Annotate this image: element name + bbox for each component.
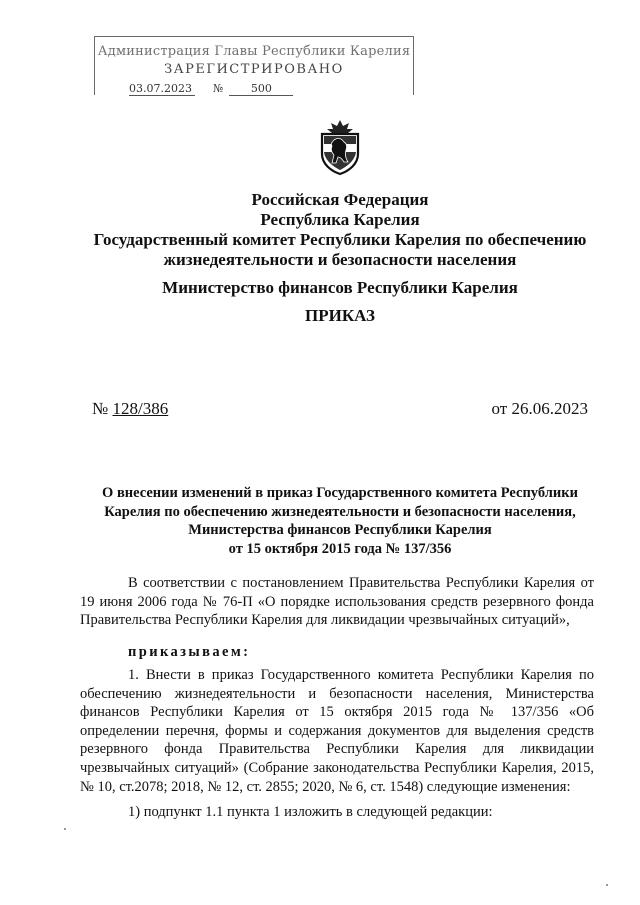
stamp-number: 500 [229,82,293,96]
scan-speck [606,884,608,886]
preamble-paragraph: В соответствии с постановлением Правительства Республики Карелия от 19 июня 2006 года № 76-П «О порядке использования средств резервного фонда Правительства Республики Карелия для ликвидации чрезвычайных ситуаций», [80,575,594,629]
stamp-number-label: № [213,82,224,95]
document-type-title: ПРИКАЗ [305,306,375,325]
subject-line: от 15 октября 2015 года № 137/356 [228,540,452,557]
subject-line: О внесении изменений в приказ Государственного комитета Республики [102,485,578,501]
header-committee-line2: жизнедеятельности и безопасности населения [163,250,517,269]
scan-speck [64,828,66,830]
header-country: Российская Федерация [251,190,429,209]
order-number-prefix: № [92,399,113,418]
coat-of-arms-icon [316,118,364,176]
order-subject [90,484,590,558]
registration-stamp [94,36,414,95]
header-republic: Республика Карелия [260,210,420,229]
order-number [92,399,168,419]
header-ministry: Министерство финансов Республики Карелия [162,278,518,297]
stamp-registered-label: ЗАРЕГИСТРИРОВАНО [164,62,344,77]
subject-line: Карелия по обеспечению жизнедеятельности и безопасности населения, [104,503,576,520]
stamp-registration-row [129,82,293,96]
subject-line: Министерства финансов Республики Карелия [188,522,492,538]
order-number-value: 128/386 [112,399,169,418]
decree-word: приказываем: [128,644,251,660]
stamp-date: 03.07.2023 [129,82,195,96]
item-1-paragraph: 1. Внести в приказ Государственного комитета Республики Карелия по обеспечению жизнедеятельности и безопасности населения, Министерства финансов Республики Карелия от 15 октября 2015 года № 137/356 «Об определении перечня, формы и содержания документов для выделения средств резервного фонда Правительства Республики Карелия для ликвидации чрезвычайных ситуаций» (Собрание законодательства Республики Карелия, 2015, № 10, ст.2078; 2018, № 12, ст. 2855; 2020, № 6, ст. 1548) следующие изменения: [80,667,594,795]
header-committee-line1: Государственный комитет Республики Карелия по обеспечению [93,230,587,249]
subitem-1-paragraph: 1) подпункт 1.1 пункта 1 изложить в следующей редакции: [128,804,493,820]
order-date: от 26.06.2023 [491,399,588,418]
stamp-authority: Администрация Главы Республики Карелия [97,44,411,59]
